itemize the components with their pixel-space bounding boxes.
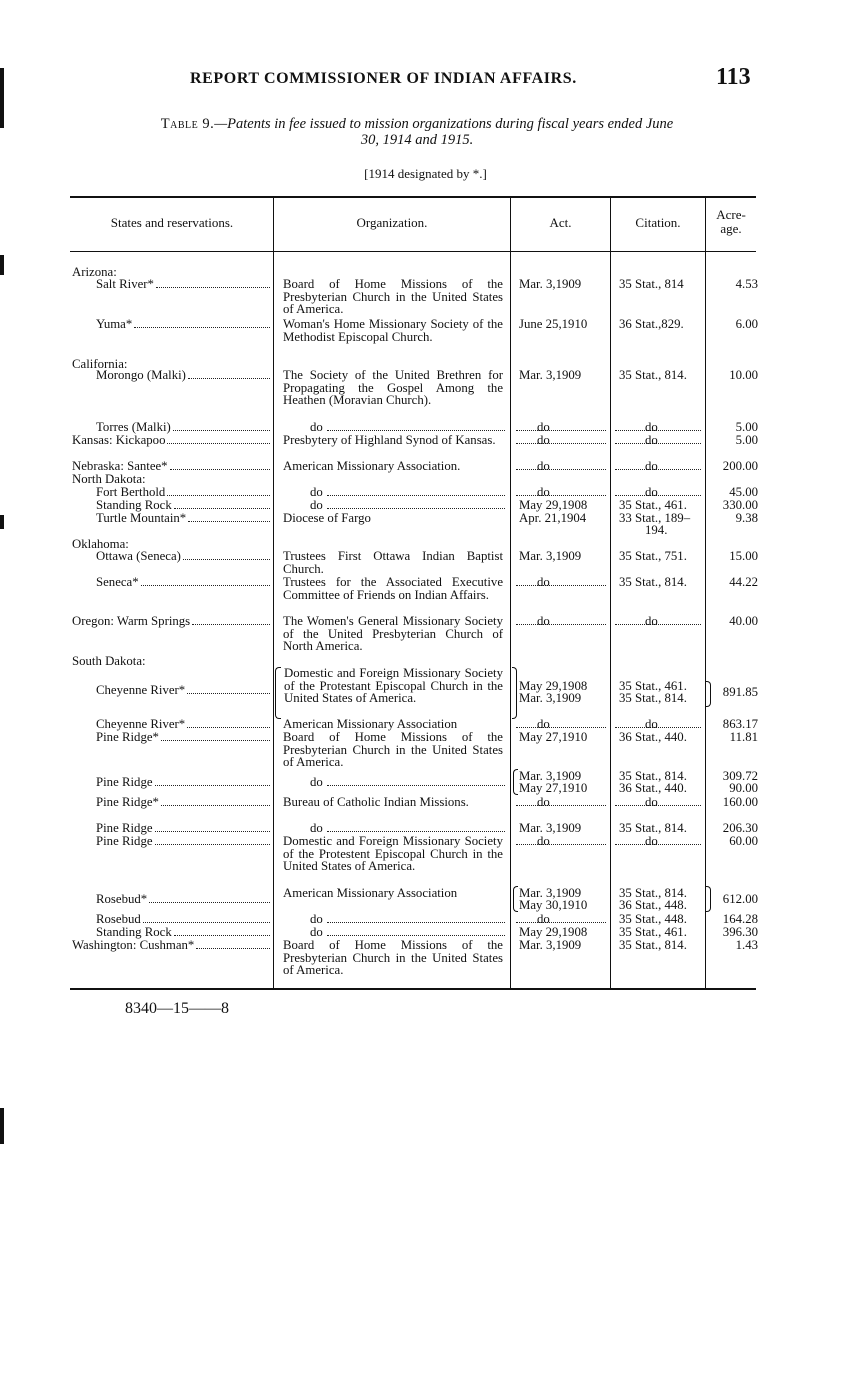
act-ditto: do (537, 717, 550, 731)
ditto-leader (327, 935, 505, 936)
acreage: 40.00 (729, 614, 758, 628)
organization-ditto: do (310, 775, 323, 789)
act-leader (516, 727, 606, 728)
acreage: 9.38 (735, 511, 758, 525)
citation: 35 Stat., 461. (619, 679, 687, 693)
citation: 35 Stat., 814. (619, 368, 687, 382)
ditto-leader (327, 831, 505, 832)
acreage-2: 90.00 (729, 781, 758, 795)
reservation-name: Rosebud* (96, 892, 148, 906)
citation-ditto: do (645, 795, 658, 809)
dot-leader (188, 378, 270, 379)
citation: 35 Stat., 448. (619, 912, 687, 926)
act-leader (516, 469, 606, 470)
dot-leader (149, 902, 270, 903)
citation-ditto: do (645, 433, 658, 447)
act-date-2: May 30,1910 (519, 898, 588, 912)
dot-leader (196, 948, 270, 949)
dot-leader (143, 922, 270, 923)
act-date: Mar. 3,1909 (519, 938, 582, 952)
citation-leader (615, 727, 701, 728)
designation-note: [1914 designated by *.] (364, 166, 487, 181)
act-ditto: do (537, 912, 550, 926)
act-date: May 27,1910 (519, 730, 588, 744)
act-leader (516, 443, 606, 444)
reservation-name: Kansas: Kickapoo (72, 433, 166, 447)
act-ditto: do (537, 420, 550, 434)
scan-mark-4 (0, 1108, 4, 1144)
col-header-act: Act. (549, 215, 572, 230)
col-header-acreage-2: age. (720, 221, 742, 236)
citation-leader (615, 443, 701, 444)
acreage: 612.00 (722, 892, 758, 906)
acreage: 5.00 (735, 420, 758, 434)
signature-mark: 8340—15——8 (125, 1000, 229, 1017)
acreage: 4.53 (735, 277, 758, 291)
reservation-name: Pine Ridge (96, 821, 153, 835)
citation-leader (615, 624, 701, 625)
acreage: 1.43 (735, 938, 758, 952)
brace-pine-ridge-act (513, 769, 518, 795)
state-heading-california: California: (72, 357, 128, 371)
act-date: Mar. 3,1909 (519, 886, 582, 900)
organization-ditto: do (310, 485, 323, 499)
state-heading-north-dakota: North Dakota: (72, 472, 146, 486)
act-leader (516, 495, 606, 496)
acreage: 396.30 (722, 925, 758, 939)
organization: Trustees for the Associated Executive Committee of Friends on Indian Affairs. (283, 575, 503, 602)
act-leader (516, 430, 606, 431)
citation-leader (615, 805, 701, 806)
reservation-name: Oregon: Warm Springs (72, 614, 191, 628)
organization: Presbytery of Highland Synod of Kansas. (283, 433, 496, 447)
act-date: Mar. 3,1909 (519, 368, 582, 382)
organization: Woman's Home Missionary Society of the Methodist Episcopal Church. (283, 317, 503, 344)
citation-ditto: do (645, 485, 658, 499)
dot-leader (155, 844, 270, 845)
ditto-leader (327, 495, 505, 496)
acreage: 45.00 (729, 485, 758, 499)
reservation-name: Salt River* (96, 277, 154, 291)
citation: 35 Stat., 814. (619, 769, 687, 783)
state-heading-oklahoma: Oklahoma: (72, 537, 129, 551)
act-date: June 25,1910 (519, 317, 588, 331)
citation: 35 Stat., 814. (619, 886, 687, 900)
citation-ditto: do (645, 420, 658, 434)
act-ditto: do (537, 575, 550, 589)
act-date-2: Mar. 3,1909 (519, 691, 582, 705)
citation: 36 Stat.,829. (619, 317, 684, 331)
scan-mark-1 (0, 68, 4, 128)
act-leader (516, 805, 606, 806)
reservation-name: Pine Ridge* (96, 795, 159, 809)
running-header: REPORT COMMISSIONER OF INDIAN AFFAIRS. (190, 70, 577, 87)
dot-leader (183, 559, 270, 560)
act-ditto: do (537, 795, 550, 809)
act-ditto: do (537, 485, 550, 499)
reservation-name: Pine Ridge (96, 834, 153, 848)
reservation-name: Pine Ridge* (96, 730, 159, 744)
dot-leader (174, 935, 270, 936)
reservation-name: Seneca* (96, 575, 139, 589)
acreage: 863.17 (722, 717, 758, 731)
organization-ditto: do (310, 912, 323, 926)
citation-2: 36 Stat., 440. (619, 781, 687, 795)
col-header-acreage-1: Acre- (716, 207, 746, 222)
organization-ditto: do (310, 498, 323, 512)
organization: Trustees First Ottawa Indian Baptist Church. (283, 549, 503, 576)
act-ditto: do (537, 433, 550, 447)
brace-cheyenne-org (275, 667, 281, 719)
reservation-name: Fort Berthold (96, 485, 166, 499)
acreage: 164.28 (722, 912, 758, 926)
caption-line-2: 30, 1914 and 1915. (360, 132, 474, 148)
state-heading-arizona: Arizona: (72, 265, 117, 279)
dot-leader (188, 521, 270, 522)
ditto-leader (327, 430, 505, 431)
dot-leader (155, 785, 270, 786)
citation: 36 Stat., 440. (619, 730, 687, 744)
act-date: Mar. 3,1909 (519, 821, 582, 835)
citation: 35 Stat., 814. (619, 821, 687, 835)
acreage: 44.22 (729, 575, 758, 589)
brace-rosebud-act (513, 886, 518, 912)
citation-leader (615, 495, 701, 496)
organization: Bureau of Catholic Indian Missions. (283, 795, 469, 809)
acreage: 10.00 (729, 368, 758, 382)
citation-ditto: do (645, 614, 658, 628)
citation-ditto: do (645, 459, 658, 473)
reservation-name: Washington: Cushman* (72, 938, 195, 952)
acreage: 206.30 (722, 821, 758, 835)
act-leader (516, 585, 606, 586)
col-header-org: Organization. (356, 215, 428, 230)
organization-ditto: do (310, 420, 323, 434)
dot-leader (170, 469, 270, 470)
act-ditto: do (537, 834, 550, 848)
scan-mark-3 (0, 515, 4, 529)
ditto-leader (327, 785, 505, 786)
table-caption (72, 116, 762, 148)
reservation-name: Cheyenne River* (96, 683, 186, 697)
reservation-name: Turtle Mountain* (96, 511, 187, 525)
dot-leader (173, 430, 270, 431)
scan-mark-2 (0, 255, 4, 275)
citation: 35 Stat., 814. (619, 938, 687, 952)
citation-ditto: do (645, 834, 658, 848)
organization: American Missionary Association (283, 886, 458, 900)
reservation-name: Morongo (Malki) (96, 368, 186, 382)
dot-leader (192, 624, 270, 625)
acreage: 891.85 (722, 685, 758, 699)
reservation-name: Pine Ridge (96, 775, 153, 789)
organization-ditto: do (310, 821, 323, 835)
organization: American Missionary Association (283, 717, 458, 731)
col-divider-4 (705, 198, 706, 988)
dot-leader (174, 508, 270, 509)
citation-leader (615, 844, 701, 845)
acreage: 15.00 (729, 549, 758, 563)
dot-leader (134, 327, 270, 328)
act-date: May 29,1908 (519, 498, 588, 512)
dot-leader (187, 693, 270, 694)
act-date: Apr. 21,1904 (519, 511, 587, 525)
act-date-2: May 27,1910 (519, 781, 588, 795)
reservation-name: Nebraska: Santee* (72, 459, 168, 473)
caption-line-1: —Patents in fee issued to mission organizations during fiscal years ended June (214, 116, 674, 132)
reservation-name: Rosebud (96, 912, 141, 926)
citation: 35 Stat., 814. (619, 575, 687, 589)
act-ditto: do (537, 459, 550, 473)
organization: Board of Home Missions of the Presbyterian Church in the United States of America. (283, 730, 503, 770)
dot-leader (167, 495, 270, 496)
citation: 35 Stat., 461. (619, 498, 687, 512)
dot-leader (161, 805, 270, 806)
acreage: 160.00 (722, 795, 758, 809)
organization: Domestic and Foreign Missionary Society of the Protestant Episcopal Church in the United States of America. (284, 666, 503, 706)
citation: 35 Stat., 814 (619, 277, 684, 291)
dot-leader (155, 831, 270, 832)
acreage: 309.72 (722, 769, 758, 783)
organization: The Women's General Missionary Society of the United Presbyterian Church of North America. (283, 614, 503, 654)
organization: American Missionary Association. (283, 459, 461, 473)
act-date: Mar. 3,1909 (519, 277, 582, 291)
citation-2: 36 Stat., 448. (619, 898, 687, 912)
dot-leader (141, 585, 270, 586)
brace-cheyenne-acre (706, 681, 711, 707)
acreage: 11.81 (729, 730, 758, 744)
reservation-name: Yuma* (96, 317, 133, 331)
act-leader (516, 624, 606, 625)
brace-rosebud-acre (706, 886, 711, 912)
state-heading-south-dakota: South Dakota: (72, 654, 146, 668)
acreage: 200.00 (722, 459, 758, 473)
act-date: May 29,1908 (519, 925, 588, 939)
organization: Board of Home Missions of the Presbyterian Church in the United States of America. (283, 938, 503, 978)
organization: Board of Home Missions of the Presbyterian Church in the United States of America. (283, 277, 503, 317)
reservation-name: Torres (Malki) (96, 420, 171, 434)
act-leader (516, 844, 606, 845)
col-divider-1 (273, 198, 274, 988)
dot-leader (161, 740, 270, 741)
header-bottom-rule (70, 251, 756, 252)
dot-leader (156, 287, 270, 288)
reservation-name: Standing Rock (96, 498, 172, 512)
acreage: 5.00 (735, 433, 758, 447)
col-divider-3 (610, 198, 611, 988)
act-date: Mar. 3,1909 (519, 549, 582, 563)
ditto-leader (327, 922, 505, 923)
col-divider-2 (510, 198, 511, 988)
acreage: 60.00 (729, 834, 758, 848)
act-leader (516, 922, 606, 923)
col-header-acreage (706, 208, 756, 236)
dot-leader (187, 727, 270, 728)
organization: Domestic and Foreign Missionary Society of the Protestent Episcopal Church in the United States of America. (283, 834, 503, 874)
citation: 35 Stat., 751. (619, 549, 687, 563)
dot-leader (167, 443, 270, 444)
organization: The Society of the United Brethren for Propagating the Gospel Among the Heathen (Moravian Church). (283, 368, 503, 408)
citation: 35 Stat., 461. (619, 925, 687, 939)
act-date: May 29,1908 (519, 679, 588, 693)
reservation-name: Ottawa (Seneca) (96, 549, 181, 563)
citation: 33 Stat., 189– (619, 511, 691, 525)
organization: Diocese of Fargo (283, 511, 371, 525)
table-label: Table 9. (160, 116, 215, 132)
ditto-leader (327, 508, 505, 509)
table-bottom-rule (70, 988, 756, 990)
citation-2: 194. (645, 523, 668, 537)
page-number: 113 (716, 64, 751, 90)
act-date: Mar. 3,1909 (519, 769, 582, 783)
col-header-citation: Citation. (635, 215, 681, 230)
col-header-state: States and reservations. (110, 215, 234, 230)
reservation-name: Cheyenne River* (96, 717, 186, 731)
acreage: 330.00 (722, 498, 758, 512)
acreage: 6.00 (735, 317, 758, 331)
organization-ditto: do (310, 925, 323, 939)
citation-leader (615, 469, 701, 470)
reservation-name: Standing Rock (96, 925, 172, 939)
brace-cheyenne-act (512, 667, 517, 719)
citation-ditto: do (645, 717, 658, 731)
table-top-rule (70, 196, 756, 198)
citation-leader (615, 430, 701, 431)
act-ditto: do (537, 614, 550, 628)
citation-2: 35 Stat., 814. (619, 691, 687, 705)
